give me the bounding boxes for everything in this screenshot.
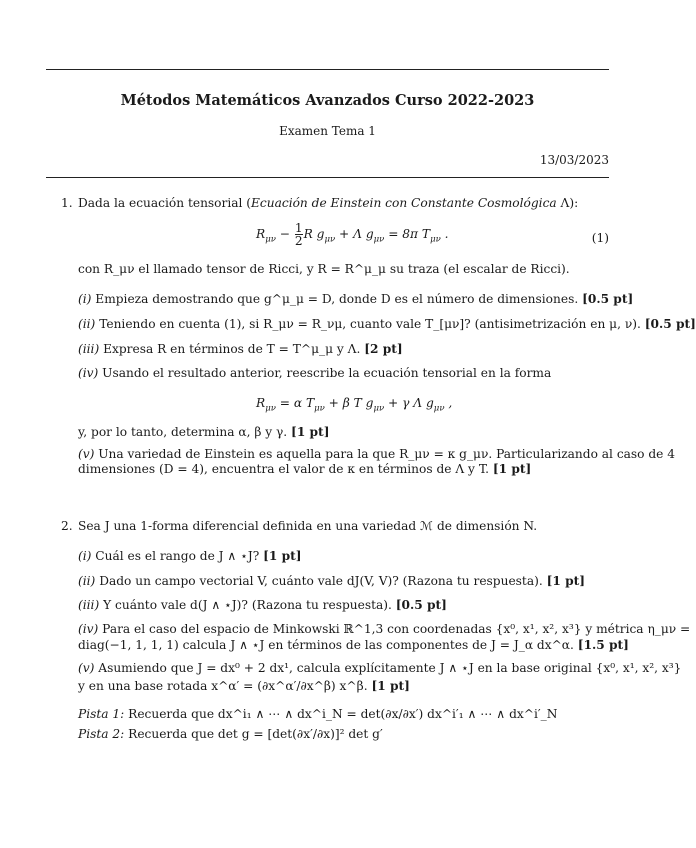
- einstein-equation: $R_{\mu\nu}$ − $\frac{1}{2}$ R $g_{\mu\nu} + \Lambda$ $g_{\mu\nu} = 8\pi$ $T_{\mu\nu}$ .: [256, 221, 449, 248]
- problem-1-item-iv-conclusion: y, por lo tanto, determina α, β y γ. [1 pt]: [78, 425, 330, 439]
- header-bottom-rule: [46, 177, 609, 178]
- problem-2-intro: Sea J una 1-forma diferencial definida en una variedad ℳ de dimensión N.: [78, 519, 538, 533]
- problem-1-number: 1.: [61, 196, 73, 210]
- problem-2-item-v: (v) Asumiendo que J = dx⁰ + 2 dx¹, calcula explícitamente J ∧ ⋆J en la base original {x⁰, x¹, x², x³}: [78, 661, 682, 675]
- exam-date: 13/03/2023: [539, 153, 609, 167]
- problem-1-item-ii: (ii) Teniendo en cuenta (1), si R_μν = R_νμ, cuanto vale T_[μν]? (antisimetrización en μ, ν). [0.5 pt]: [78, 317, 696, 331]
- problem-1-item-i: (i) Empieza demostrando que g^μ_μ = D, donde D es el número de dimensiones. [0.5 pt]: [78, 292, 634, 306]
- top-rule: [46, 69, 609, 70]
- problem-2-item-ii: (ii) Dado un campo vectorial V, cuánto vale dJ(V, V)? (Razona tu respuesta). [1 pt]: [78, 574, 586, 588]
- problem-2-item-iv-cont: diag(−1, 1, 1, 1) calcula J ∧ ⋆J en términos de las componentes de J = J_α dx^α. [1.5 pt]: [78, 638, 629, 652]
- problem-2-number: 2.: [61, 519, 73, 533]
- problem-1-item-iv: (iv) Usando el resultado anterior, reescribe la ecuación tensorial en la forma: [78, 366, 552, 380]
- hint-2: Pista 2: Recuerda que det g = [det(∂x′/∂x)]² det g′: [78, 727, 383, 741]
- ricci-definition: con R_μν el llamado tensor de Ricci, y R = R^μ_μ su traza (el escalar de Ricci).: [78, 262, 570, 276]
- page-subtitle: Examen Tema 1: [279, 124, 376, 138]
- problem-2-item-iii: (iii) Y cuánto vale d(J ∧ ⋆J)? (Razona tu respuesta). [0.5 pt]: [78, 598, 447, 612]
- problem-1-item-v: (v) Una variedad de Einstein es aquella para la que R_μν = κ g_μν. Particularizando al caso de 4: [78, 447, 676, 461]
- equation-number: (1): [591, 231, 609, 245]
- problem-2-item-iv: (iv) Para el caso del espacio de Minkowski ℝ^1,3 con coordenadas {x⁰, x¹, x², x³} y métrica η_μν =: [78, 622, 691, 636]
- problem-1-item-iii: (iii) Expresa R en términos de T = T^μ_μ y Λ. [2 pt]: [78, 342, 403, 356]
- rewritten-equation: $R_{\mu\nu} = \alpha$ $T_{\mu\nu} + \beta$ T $g_{\mu\nu} + \gamma$ Λ $g_{\mu\nu}$ ,: [256, 396, 453, 414]
- page-title: Métodos Matemáticos Avanzados Curso 2022-2023: [120, 92, 535, 109]
- problem-1-intro: Dada la ecuación tensorial (Ecuación de Einstein con Constante Cosmológica Λ):: [78, 196, 579, 210]
- problem-2-item-i: (i) Cuál es el rango de J ∧ ⋆J? [1 pt]: [78, 549, 302, 563]
- problem-1-item-v-cont: dimensiones (D = 4), encuentra el valor de κ en términos de Λ y T. [1 pt]: [78, 462, 532, 476]
- hint-1: Pista 1: Recuerda que dx^i₁ ∧ ⋯ ∧ dx^i_N = det(∂x/∂x′) dx^i′₁ ∧ ⋯ ∧ dx^i′_N: [78, 707, 558, 721]
- problem-2-item-v-cont: y en una base rotada x^α′ = (∂x^α′/∂x^β) x^β. [1 pt]: [78, 679, 410, 693]
